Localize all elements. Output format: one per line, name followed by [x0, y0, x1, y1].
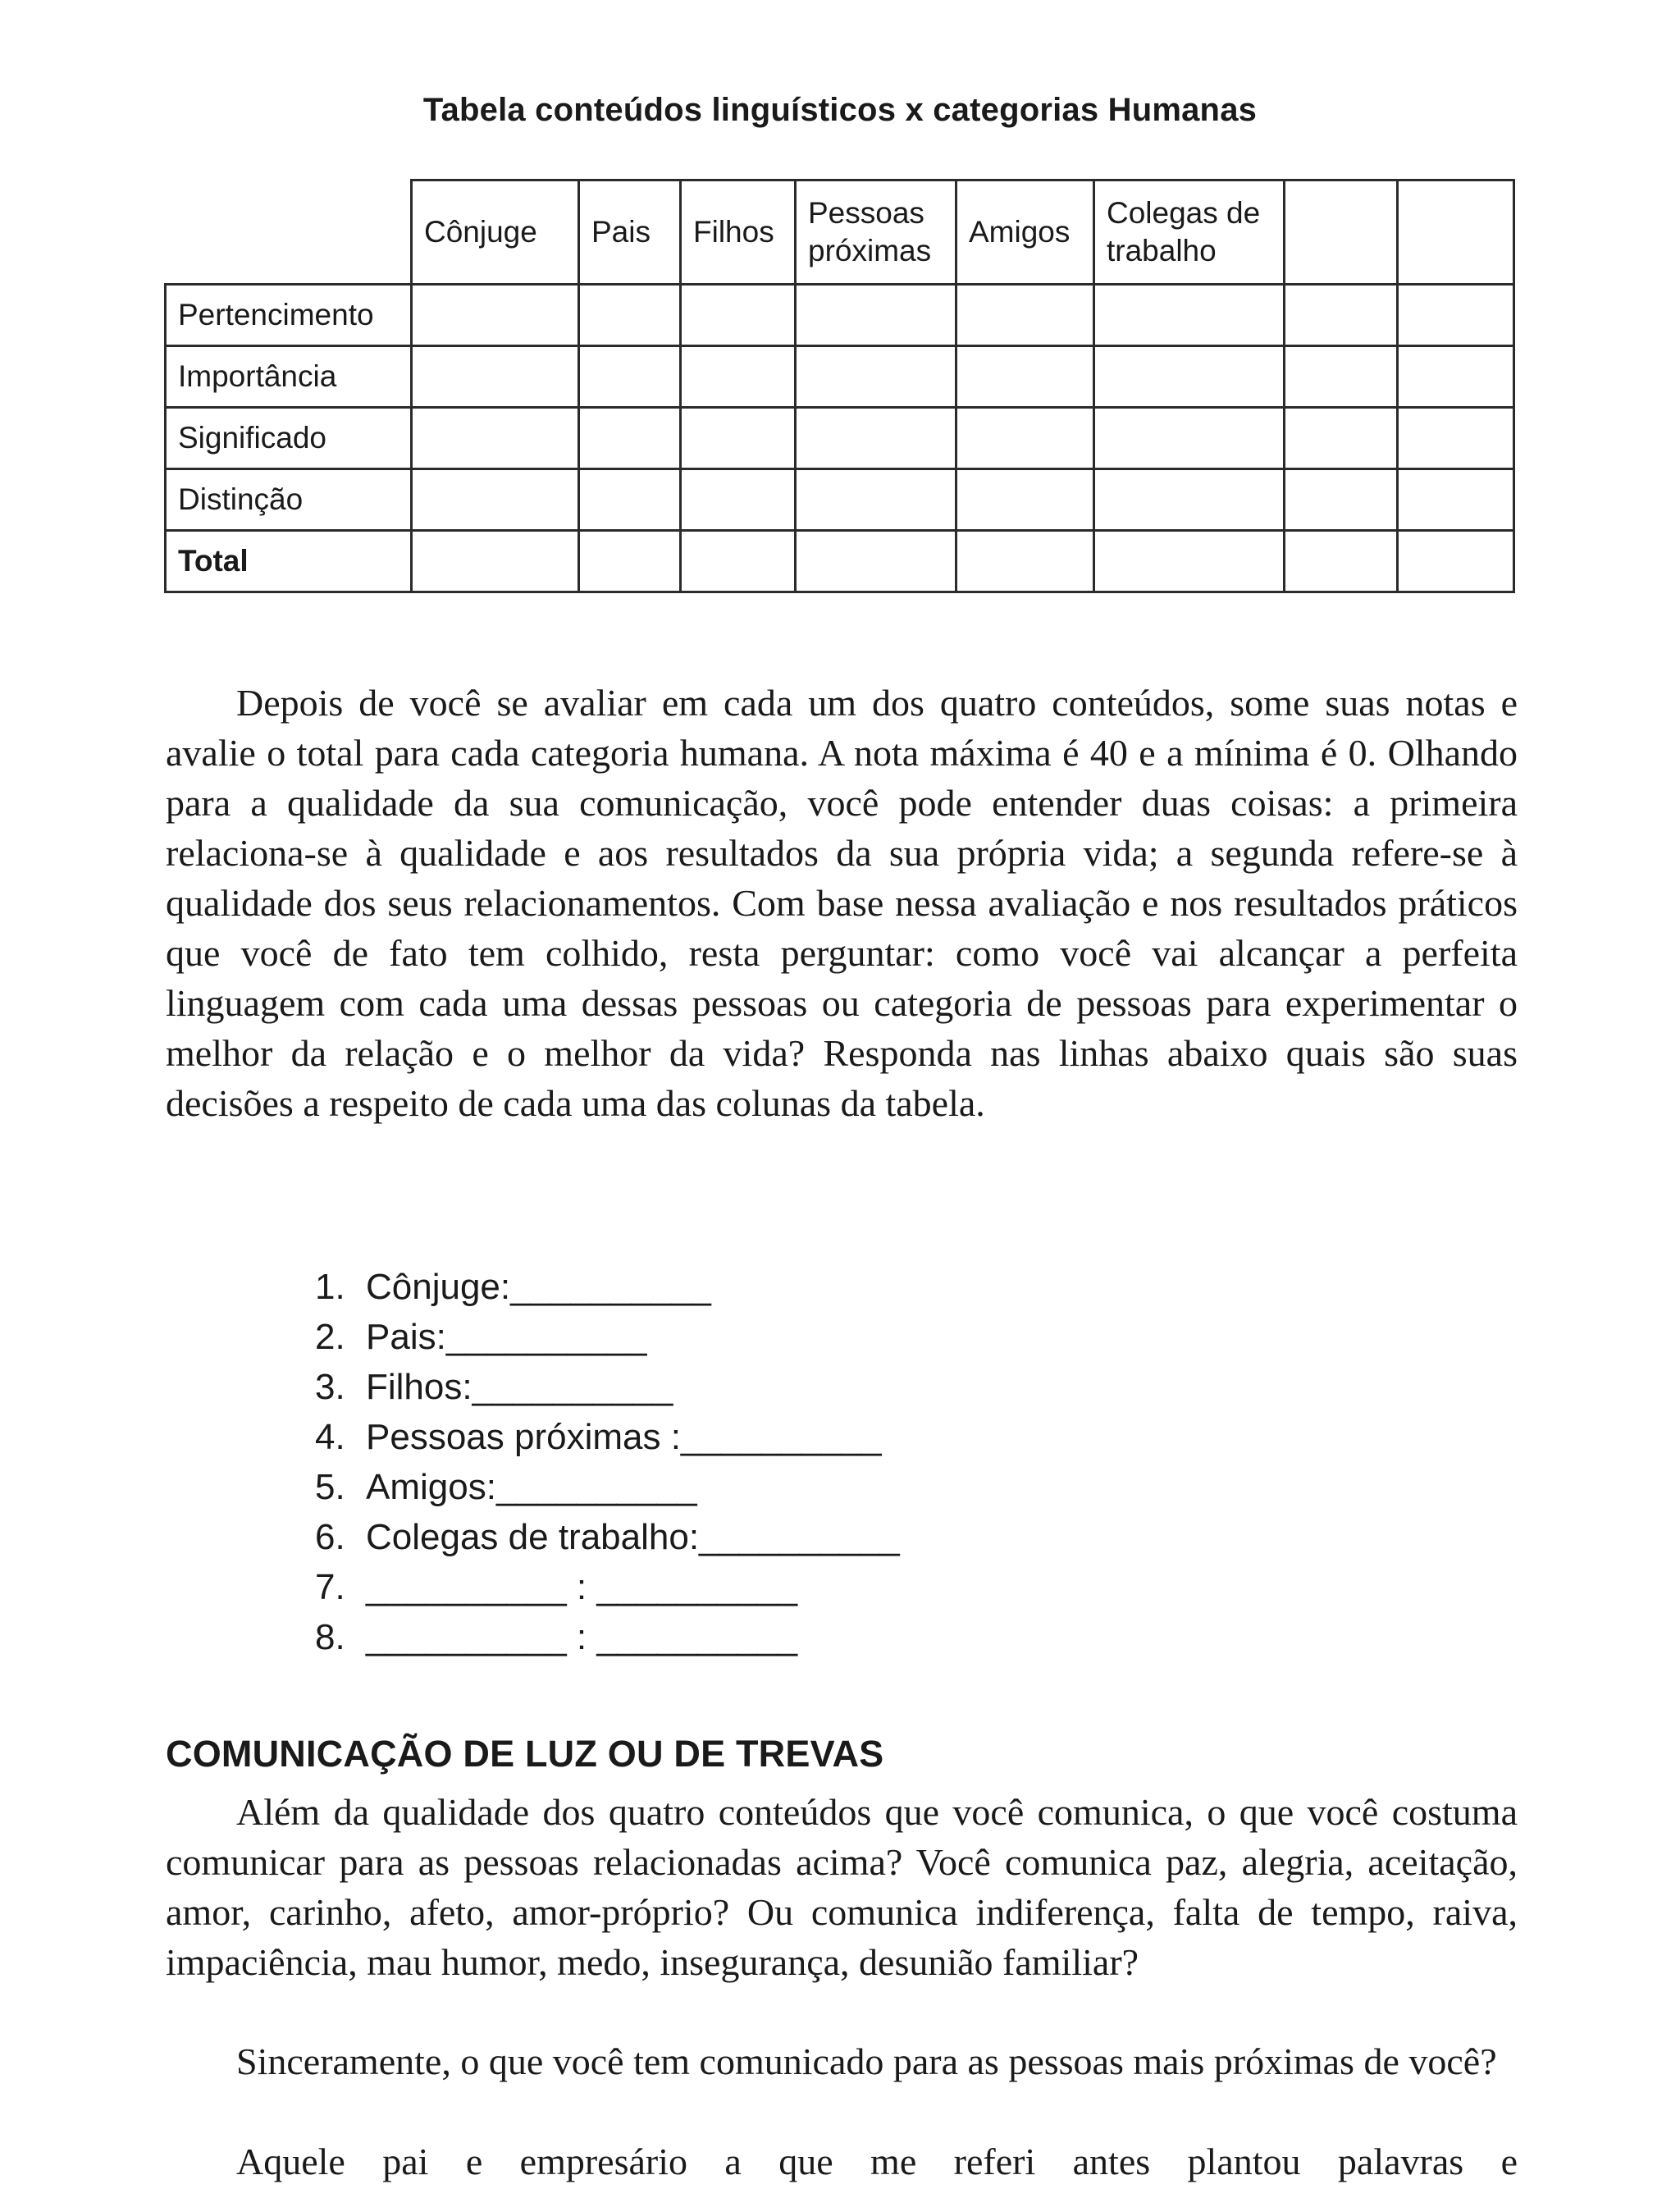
list-item-text: Pessoas próximas :__________ — [366, 1417, 882, 1457]
table-cell — [956, 346, 1094, 408]
list-item-number: 1. — [315, 1267, 345, 1307]
list-item-text: Colegas de trabalho:__________ — [366, 1517, 900, 1557]
list-item-text: Amigos:__________ — [366, 1467, 697, 1507]
column-header-filhos: Filhos — [681, 180, 796, 285]
list-item-number: 4. — [315, 1417, 345, 1457]
list-item — [315, 1262, 900, 1312]
table-header-row — [166, 180, 1514, 285]
body-paragraph: Sinceramente, o que você tem comunicado para as pessoas mais próximas de você? — [236, 2040, 1497, 2082]
column-header-colegas-de-trabalho: Colegas de trabalho — [1094, 180, 1285, 285]
list-item-text: Pais:__________ — [366, 1317, 647, 1357]
intro-paragraph: Depois de você se avaliar em cada um dos quatro conteúdos, some suas notas e avalie o total para cada categoria humana. A nota máxima é 40 e a mínima é 0. Olhando para a qualidade da sua comunicação, você pode entender duas coisas: a primeira relaciona-se à qualidade e aos resultados da sua própria vida; a segunda refere-se à qualidade dos seus relacionamentos. Com base nessa avaliação e nos resultados práticos que você de fato tem colhido, resta perguntar: como você vai alcançar a perfeita linguagem com cada uma dessas pessoas ou categoria de pessoas para experimentar o melhor da relação e o melhor da vida? Responda nas linhas abaixo quais são suas decisões a respeito de cada uma das colunas da tabela. — [166, 682, 1518, 1124]
column-header-amigos: Amigos — [956, 180, 1094, 285]
table-row-distincao — [166, 469, 1514, 531]
table-cell — [412, 469, 579, 531]
section-heading: COMUNICAÇÃO DE LUZ OU DE TREVAS — [166, 1733, 884, 1775]
column-header-conjuge: Cônjuge — [412, 180, 579, 285]
list-item-number: 5. — [315, 1467, 345, 1507]
table-cell — [1094, 531, 1285, 592]
list-item — [315, 1562, 900, 1612]
table-cell — [796, 346, 956, 408]
row-label-pertencimento: Pertencimento — [166, 285, 412, 346]
table-cell — [681, 469, 796, 531]
table-cell — [796, 531, 956, 592]
table-cell — [1094, 469, 1285, 531]
table-row-importancia — [166, 346, 1514, 408]
table-cell — [681, 346, 796, 408]
table-cell — [1398, 285, 1514, 346]
list-item — [315, 1312, 900, 1362]
list-item — [315, 1512, 900, 1562]
list-item-number: 2. — [315, 1317, 345, 1357]
table-cell — [1285, 531, 1398, 592]
table-cell — [796, 469, 956, 531]
table-cell — [1398, 346, 1514, 408]
column-header-pessoas-proximas: Pessoas próximas — [796, 180, 956, 285]
table-cell — [1285, 285, 1398, 346]
table-cell — [956, 285, 1094, 346]
table-row-total — [166, 531, 1514, 592]
column-header-blank-1 — [1285, 180, 1398, 285]
evaluation-table — [164, 179, 1513, 605]
table-cell — [1398, 531, 1514, 592]
table-cell — [412, 408, 579, 469]
table-cell — [1398, 469, 1514, 531]
column-header-blank-2 — [1398, 180, 1514, 285]
table-cell — [412, 285, 579, 346]
table-cell — [1398, 408, 1514, 469]
table-cell — [1285, 469, 1398, 531]
list-item — [315, 1462, 900, 1512]
table-cell — [1094, 346, 1285, 408]
list-item — [315, 1412, 900, 1462]
table-cell — [1285, 346, 1398, 408]
evaluation-grid — [164, 179, 1515, 593]
list-item-number: 7. — [315, 1567, 345, 1607]
list-item-number: 3. — [315, 1367, 345, 1407]
table-cell — [796, 408, 956, 469]
table-cell — [681, 531, 796, 592]
row-label-total: Total — [166, 531, 412, 592]
table-cell — [956, 531, 1094, 592]
table-corner-cell — [166, 180, 412, 285]
table-cell — [579, 469, 681, 531]
table-row-pertencimento — [166, 285, 1514, 346]
table-cell — [579, 531, 681, 592]
list-item-text: Cônjuge:__________ — [366, 1267, 711, 1307]
table-cell — [412, 531, 579, 592]
table-row-significado — [166, 408, 1514, 469]
table-cell — [579, 285, 681, 346]
table-cell — [956, 408, 1094, 469]
row-label-importancia: Importância — [166, 346, 412, 408]
table-title: Tabela conteúdos linguísticos x categorias Humanas — [422, 92, 1258, 128]
decisions-list — [315, 1262, 900, 1662]
table-cell — [1094, 285, 1285, 346]
list-item-text: __________ : __________ — [366, 1617, 798, 1657]
table-cell — [579, 346, 681, 408]
list-item — [315, 1362, 900, 1412]
row-label-significado: Significado — [166, 408, 412, 469]
table-cell — [412, 346, 579, 408]
table-cell — [1285, 408, 1398, 469]
list-item-number: 8. — [315, 1617, 345, 1657]
list-item — [315, 1612, 900, 1662]
row-label-distincao: Distinção — [166, 469, 412, 531]
table-cell — [681, 408, 796, 469]
list-item-text: __________ : __________ — [366, 1567, 798, 1607]
table-cell — [1094, 408, 1285, 469]
list-item-number: 6. — [315, 1517, 345, 1557]
table-cell — [681, 285, 796, 346]
table-cell — [956, 469, 1094, 531]
body-paragraph: Além da qualidade dos quatro conteúdos que você comunica, o que você costuma comunicar para as pessoas relacionadas acima? Você comunica paz, alegria, aceitação, amor, carinho, afeto, amor-próprio? Ou comunica indiferença, falta de tempo, raiva, impaciência, mau humor, medo, insegurança, desunião familiar? — [166, 1791, 1518, 1983]
column-header-pais: Pais — [579, 180, 681, 285]
list-item-text: Filhos:__________ — [366, 1367, 673, 1407]
body-paragraph: Aquele pai e empresário a que me referi antes plantou palavras e — [236, 2141, 1518, 2182]
table-cell — [796, 285, 956, 346]
table-cell — [579, 408, 681, 469]
